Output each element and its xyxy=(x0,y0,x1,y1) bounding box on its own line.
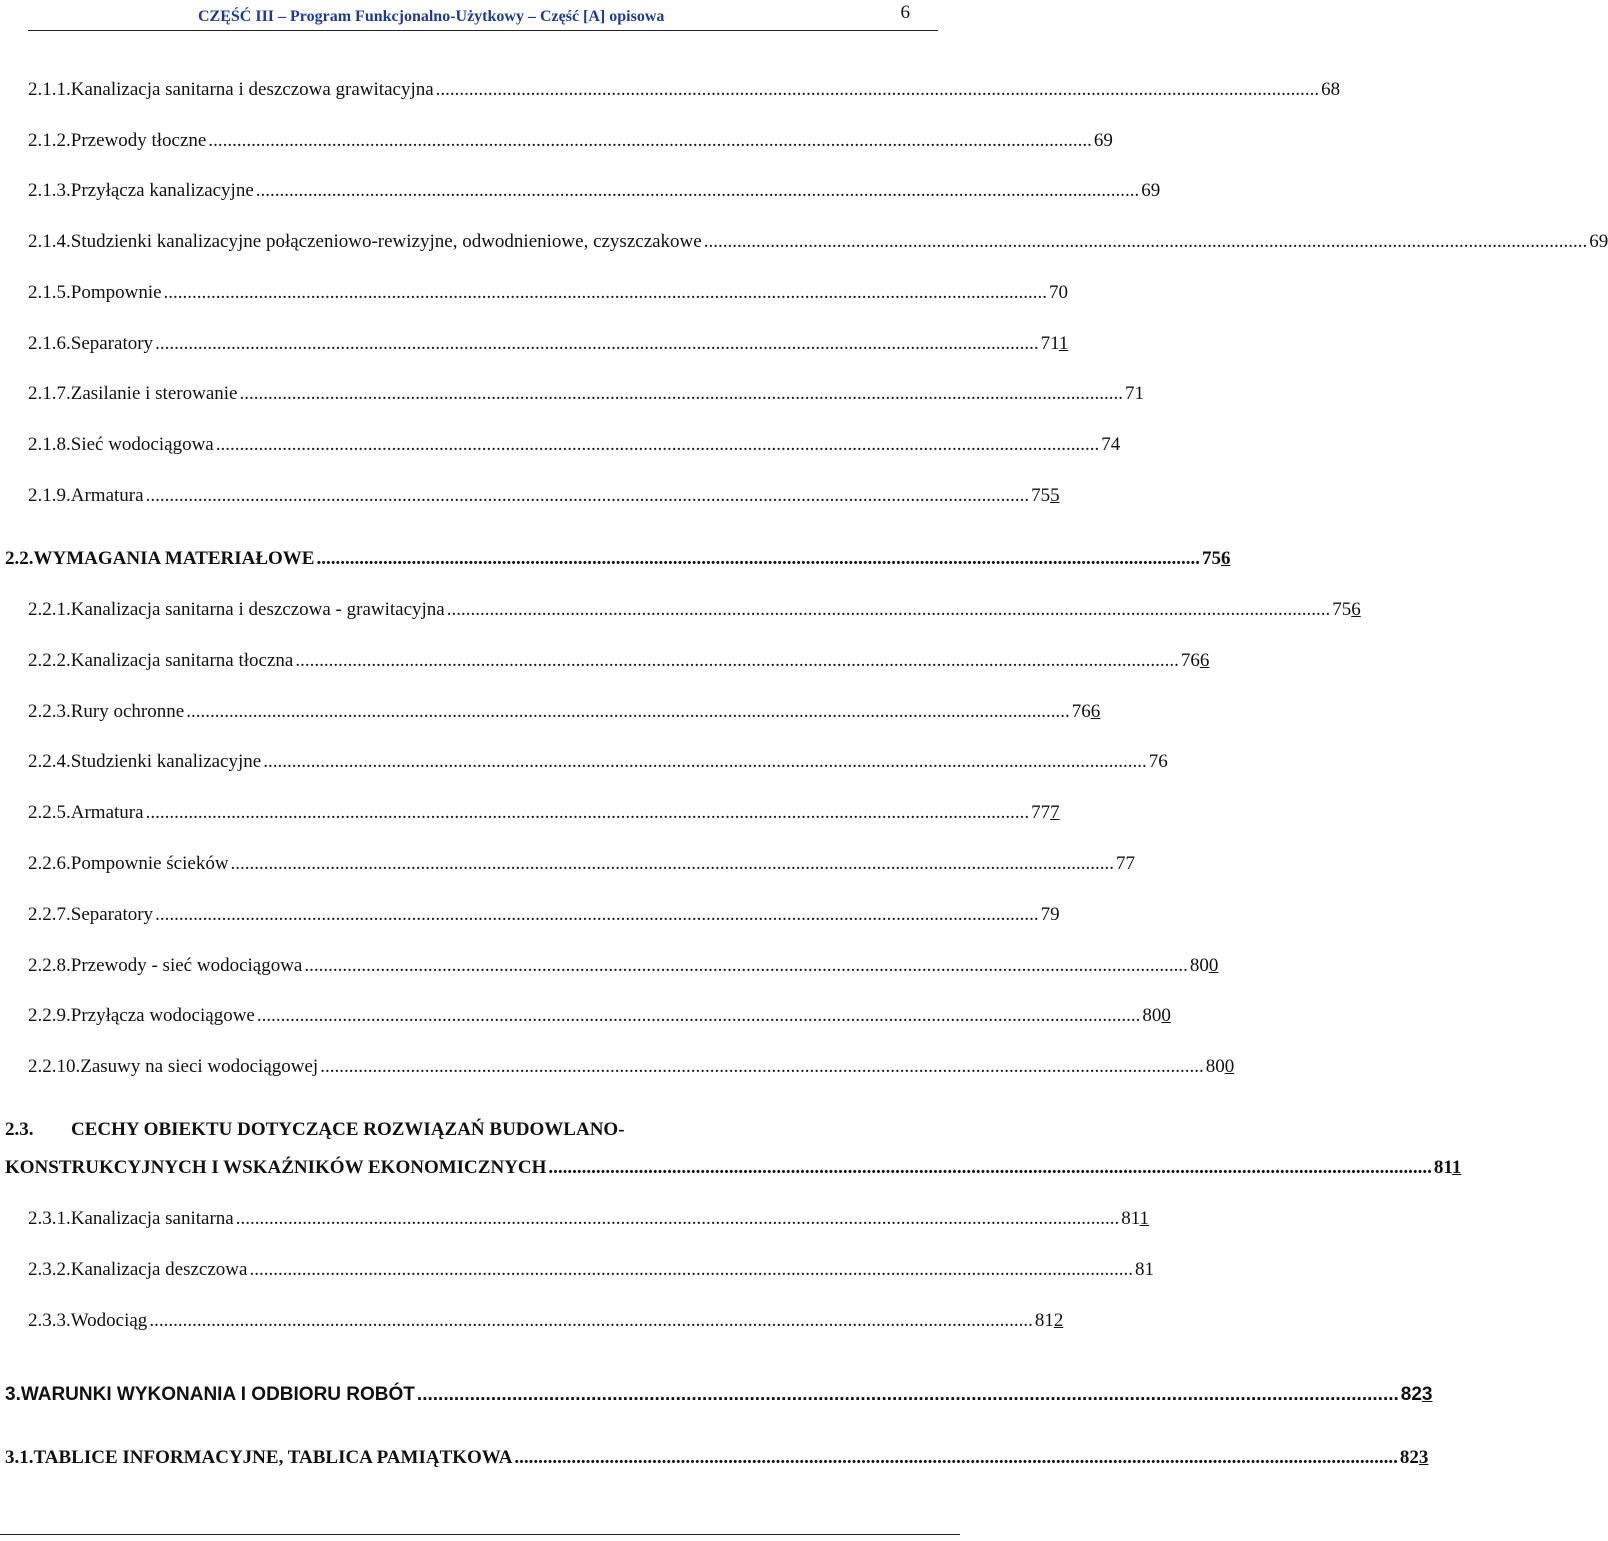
toc-leader: .......................................................................................................................................................................................... xyxy=(230,853,1115,874)
toc-page: 800 xyxy=(1205,1056,1235,1077)
toc-title: Przewody tłoczne xyxy=(70,130,207,151)
toc-leader: .......................................................................................................................................................................................... xyxy=(316,548,1200,569)
toc-leader: .......................................................................................................................................................................................... xyxy=(239,383,1123,404)
toc-page: 800 xyxy=(1142,1005,1171,1026)
toc-leader: .......................................................................................................................................................................................... xyxy=(256,1005,1141,1026)
toc-title: Kanalizacja sanitarna i deszczowa - grawitacyjna xyxy=(70,599,445,620)
toc-number: 2.1.4. xyxy=(28,231,71,252)
toc-leader: .......................................................................................................................................................................................... xyxy=(145,802,1030,823)
toc-entry[interactable] xyxy=(28,1308,1064,1334)
toc-title: CECHY OBIEKTU DOTYCZĄCE ROZWIĄZAŃ BUDOWLANO- xyxy=(71,1119,625,1140)
toc-title: Studzienki kanalizacyjne xyxy=(70,751,262,772)
toc-page: 74 xyxy=(1101,434,1121,455)
toc-section-entry-line1[interactable] xyxy=(5,1117,625,1143)
toc-title: Zasuwy na sieci wodociągowej xyxy=(80,1056,319,1077)
toc-entry[interactable] xyxy=(28,749,1168,775)
toc-title: Przyłącza kanalizacyjne xyxy=(70,180,254,201)
toc-page: 71 xyxy=(1124,383,1144,404)
toc-entry[interactable] xyxy=(28,1054,1235,1080)
toc-title: Wodociąg xyxy=(70,1310,148,1331)
header-divider xyxy=(28,30,938,31)
toc-page: 766 xyxy=(1180,650,1210,671)
toc-title: Kanalizacja sanitarna xyxy=(70,1208,234,1229)
toc-page: 68 xyxy=(1321,79,1341,100)
toc-entry[interactable] xyxy=(28,699,1101,725)
toc-leader: .......................................................................................................................................................................................... xyxy=(163,282,1048,303)
toc-title: Zasilanie i sterowanie xyxy=(70,383,238,404)
toc-number: 2.2.4. xyxy=(28,751,71,772)
toc-leader: .......................................................................................................................................................................................... xyxy=(235,1208,1120,1229)
toc-leader: .......................................................................................................................................................................................... xyxy=(514,1447,1398,1468)
toc-leader: .......................................................................................................................................................................................... xyxy=(149,1310,1033,1331)
toc-page: 811 xyxy=(1433,1157,1462,1178)
page-header xyxy=(0,0,960,30)
toc-title: Pompownie ścieków xyxy=(70,853,229,874)
toc-number: 2.1.3. xyxy=(28,180,71,201)
toc-leader: .......................................................................................................................................................................................... xyxy=(155,333,1039,354)
toc-entry[interactable] xyxy=(28,128,1113,154)
toc-page: 777 xyxy=(1031,802,1060,823)
toc-entry[interactable] xyxy=(28,851,1136,877)
toc-number: 2.2.6. xyxy=(28,853,71,874)
toc-number: 2.2.5. xyxy=(28,802,71,823)
toc-page: 766 xyxy=(1071,701,1101,722)
toc-leader: .......................................................................................................................................................................................... xyxy=(703,231,1588,252)
toc-section-entry[interactable] xyxy=(5,1445,1429,1471)
toc-leader: .......................................................................................................................................................................................... xyxy=(186,701,1070,722)
toc-number: 2.2.8. xyxy=(28,955,71,976)
toc-title: Pompownie xyxy=(70,282,162,303)
toc-entry[interactable] xyxy=(28,178,1161,204)
toc-number: 2.1.7. xyxy=(28,383,71,404)
toc-leader: .......................................................................................................................................................................................... xyxy=(304,955,1188,976)
toc-title: TABLICE INFORMACYJNE, TABLICA PAMIĄTKOWA xyxy=(33,1447,513,1468)
toc-leader: .......................................................................................................................................................................................... xyxy=(548,1157,1432,1178)
toc-leader: .......................................................................................................................................................................................... xyxy=(320,1056,1204,1077)
toc-leader: .......................................................................................................................................................................................... xyxy=(446,599,1331,620)
footer-divider xyxy=(0,1534,960,1535)
toc-number: 2.2.7. xyxy=(28,904,71,925)
toc-page: 800 xyxy=(1189,955,1219,976)
toc-number: 2.2.10. xyxy=(28,1056,81,1077)
toc-entry[interactable] xyxy=(28,648,1210,674)
toc-title: Sieć wodociągowa xyxy=(70,434,214,455)
toc-number: 2.3.1. xyxy=(28,1208,71,1229)
toc-page: 755 xyxy=(1031,485,1060,506)
toc-entry[interactable] xyxy=(28,902,1060,928)
toc-number: 2.2. xyxy=(5,548,34,569)
toc-number: 2.3. xyxy=(5,1119,34,1140)
toc-page: 70 xyxy=(1049,282,1069,303)
toc-title: Separatory xyxy=(70,333,154,354)
toc-title: Separatory xyxy=(70,904,154,925)
toc-leader: .......................................................................................................................................................................................... xyxy=(435,79,1320,100)
toc-page: 69 xyxy=(1589,231,1608,252)
toc-number: 2.1.1. xyxy=(28,79,71,100)
toc-number: 2.3.3. xyxy=(28,1310,71,1331)
toc-entry[interactable] xyxy=(28,1257,1154,1283)
toc-title: Przyłącza wodociągowe xyxy=(70,1005,255,1026)
toc-chapter-entry[interactable] xyxy=(5,1382,1433,1408)
toc-title: KONSTRUKCYJNYCH I WSKAŹNIKÓW EKONOMICZNYCH xyxy=(5,1157,547,1178)
toc-title: Kanalizacja sanitarna tłoczna xyxy=(70,650,294,671)
toc-page: 69 xyxy=(1093,130,1113,151)
toc-title: Przewody - sieć wodociągowa xyxy=(70,955,303,976)
toc-number: 2.2.2. xyxy=(28,650,71,671)
toc-title: Armatura xyxy=(70,802,144,823)
toc-page: 81 xyxy=(1134,1259,1154,1280)
toc-page: 711 xyxy=(1040,333,1069,354)
toc-number: 3. xyxy=(5,1384,21,1405)
toc-entry[interactable] xyxy=(28,331,1069,357)
toc-page: 77 xyxy=(1116,853,1136,874)
toc-title: Studzienki kanalizacyjne połączeniowo-rewizyjne, odwodnieniowe, czyszczakowe xyxy=(70,231,702,252)
toc-number: 2.1.8. xyxy=(28,434,71,455)
toc-title: Kanalizacja deszczowa xyxy=(70,1259,248,1280)
toc-leader: .......................................................................................................................................................................................... xyxy=(295,650,1179,671)
toc-section-entry[interactable] xyxy=(5,546,1231,572)
toc-page: 812 xyxy=(1034,1310,1064,1331)
toc-title: Kanalizacja sanitarna i deszczowa grawitacyjna xyxy=(70,79,434,100)
toc-section-entry-line2[interactable] xyxy=(5,1155,1462,1181)
toc-leader: .......................................................................................................................................................................................... xyxy=(249,1259,1133,1280)
toc-number: 2.2.1. xyxy=(28,599,71,620)
toc-entry[interactable] xyxy=(28,381,1144,407)
toc-page: 79 xyxy=(1040,904,1060,925)
toc-entry[interactable] xyxy=(28,953,1219,979)
toc-leader: .......................................................................................................................................................................................... xyxy=(145,485,1030,506)
toc-entry[interactable] xyxy=(28,229,1608,255)
toc-page: 756 xyxy=(1201,548,1231,569)
toc-title: Armatura xyxy=(70,485,144,506)
toc-title: WYMAGANIA MATERIAŁOWE xyxy=(33,548,315,569)
toc-entry[interactable] xyxy=(28,280,1069,306)
toc-leader: .......................................................................................................................................................................................... xyxy=(416,1384,1399,1405)
toc-entry[interactable] xyxy=(28,597,1361,623)
toc-leader: .......................................................................................................................................................................................... xyxy=(215,434,1100,455)
toc-title: WARUNKI WYKONANIA I ODBIORU ROBÓT xyxy=(20,1384,415,1405)
toc-page: 76 xyxy=(1148,751,1168,772)
toc-number: 2.1.6. xyxy=(28,333,71,354)
toc-title: Rury ochronne xyxy=(70,701,185,722)
toc-page: 823 xyxy=(1399,1447,1429,1468)
toc-page: 756 xyxy=(1332,599,1361,620)
toc-leader: .......................................................................................................................................................................................... xyxy=(255,180,1140,201)
toc-number: 2.2.9. xyxy=(28,1005,71,1026)
toc-entry[interactable] xyxy=(28,77,1341,103)
toc-page: 811 xyxy=(1121,1208,1150,1229)
toc-leader: .......................................................................................................................................................................................... xyxy=(208,130,1092,151)
toc-entry[interactable] xyxy=(28,432,1121,458)
toc-leader: .......................................................................................................................................................................................... xyxy=(155,904,1039,925)
toc-entry[interactable] xyxy=(28,1003,1171,1029)
toc-number: 2.1.5. xyxy=(28,282,71,303)
toc-page: 823 xyxy=(1400,1384,1433,1405)
toc-number: 2.2.3. xyxy=(28,701,71,722)
toc-page: 69 xyxy=(1141,180,1161,201)
toc-entry[interactable] xyxy=(28,483,1060,509)
toc-number: 2.1.2. xyxy=(28,130,71,151)
toc-number: 3.1. xyxy=(5,1447,34,1468)
toc-entry[interactable] xyxy=(28,800,1060,826)
toc-number: 2.3.2. xyxy=(28,1259,71,1280)
toc-leader: .......................................................................................................................................................................................... xyxy=(263,751,1147,772)
toc-entry[interactable] xyxy=(28,1206,1150,1232)
toc-number: 2.1.9. xyxy=(28,485,71,506)
page-number: 6 xyxy=(900,2,910,23)
header-title: CZĘŚĆ III – Program Funkcjonalno-Użytkowy – Część [A] opisowa xyxy=(198,8,665,25)
